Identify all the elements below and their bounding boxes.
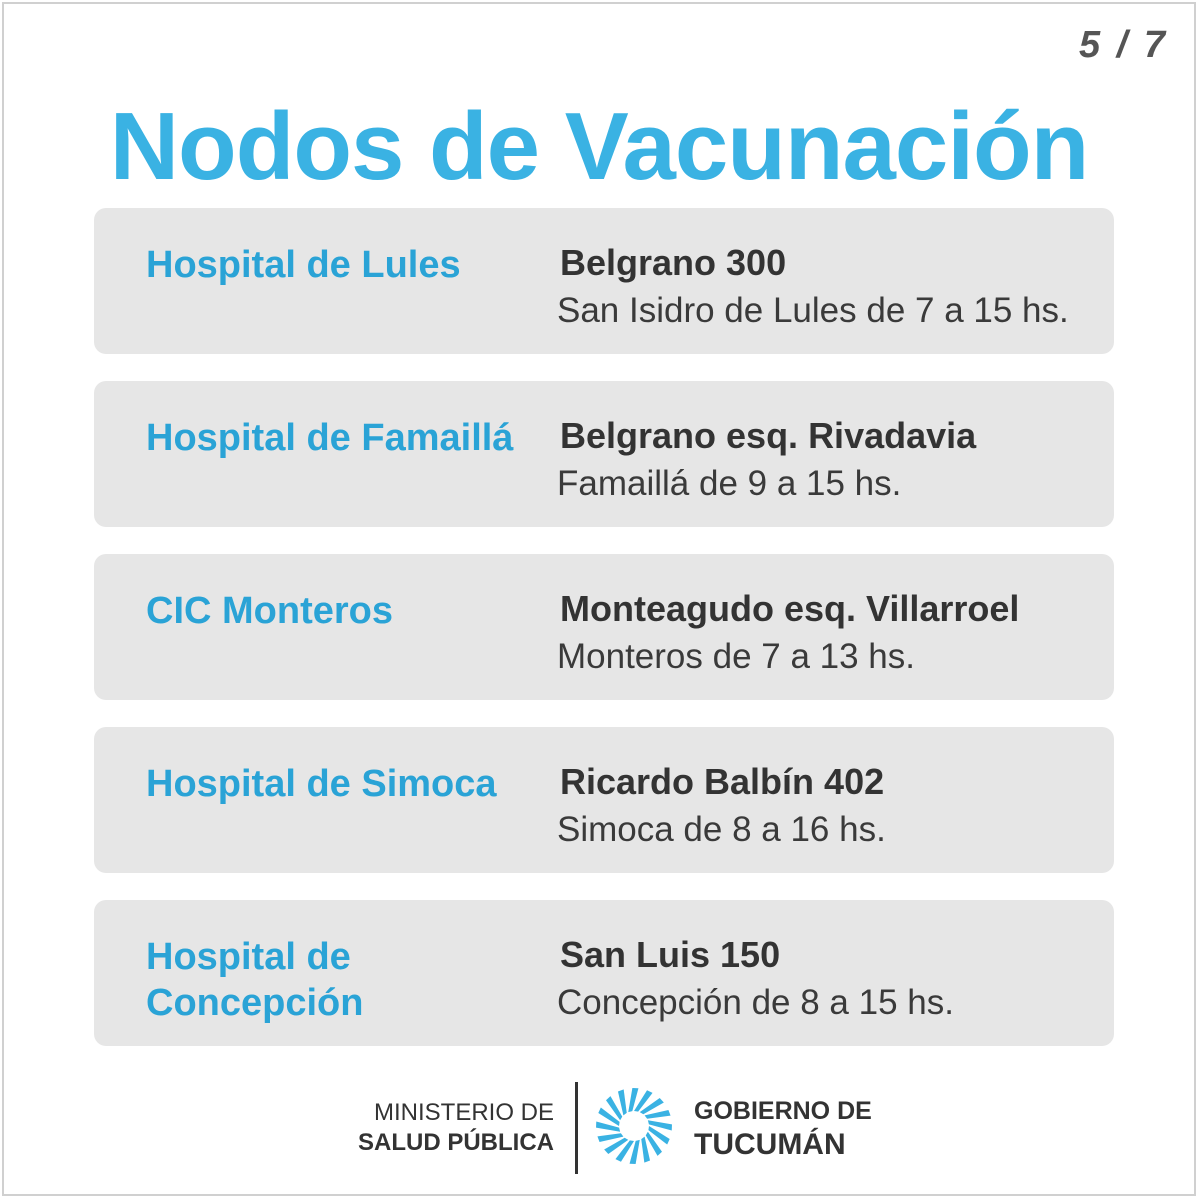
page-indicator: 5 / 7: [1079, 24, 1168, 66]
poster-frame: [2, 2, 1196, 1196]
node-hours: San Isidro de Lules de 7 a 15 hs.: [557, 291, 1069, 330]
node-hours: Simoca de 8 a 16 hs.: [557, 810, 886, 849]
node-hours: Concepción de 8 a 15 hs.: [557, 983, 954, 1022]
node-name: Hospital de Lules: [146, 244, 461, 286]
footer: [4, 1076, 1200, 1176]
node-name: Hospital de Concepción: [146, 936, 364, 1024]
node-address: Ricardo Balbín 402: [560, 761, 885, 802]
gov-line1: GOBIERNO DE: [694, 1097, 872, 1125]
sun-rays-icon: [594, 1086, 674, 1166]
node-name: Hospital de Famaillá: [146, 417, 514, 459]
node-address: San Luis 150: [560, 934, 781, 975]
footer-divider: [575, 1082, 578, 1174]
page-title: Nodos de Vacunación: [109, 93, 1089, 200]
ministry-line1: MINISTERIO DE: [373, 1099, 554, 1126]
node-card: [94, 554, 1114, 700]
node-name: Hospital de Simoca: [146, 763, 497, 805]
government-logo-text: [694, 1094, 872, 1162]
node-address: Belgrano 300: [560, 242, 787, 283]
node-hours: Famaillá de 9 a 15 hs.: [557, 464, 902, 503]
node-card: [94, 208, 1114, 354]
gov-line2: TUCUMÁN: [694, 1128, 846, 1161]
node-card: [94, 900, 1114, 1046]
node-card: [94, 727, 1114, 873]
ministry-line2: SALUD PÚBLICA: [358, 1129, 554, 1156]
node-card: [94, 381, 1114, 527]
vaccination-nodes-list: [94, 208, 1114, 1073]
node-hours: Monteros de 7 a 13 hs.: [557, 637, 915, 676]
ministry-logo-text: [358, 1098, 554, 1158]
node-address: Belgrano esq. Rivadavia: [560, 415, 977, 456]
node-address: Monteagudo esq. Villarroel: [560, 588, 1020, 629]
node-name: CIC Monteros: [146, 590, 393, 632]
